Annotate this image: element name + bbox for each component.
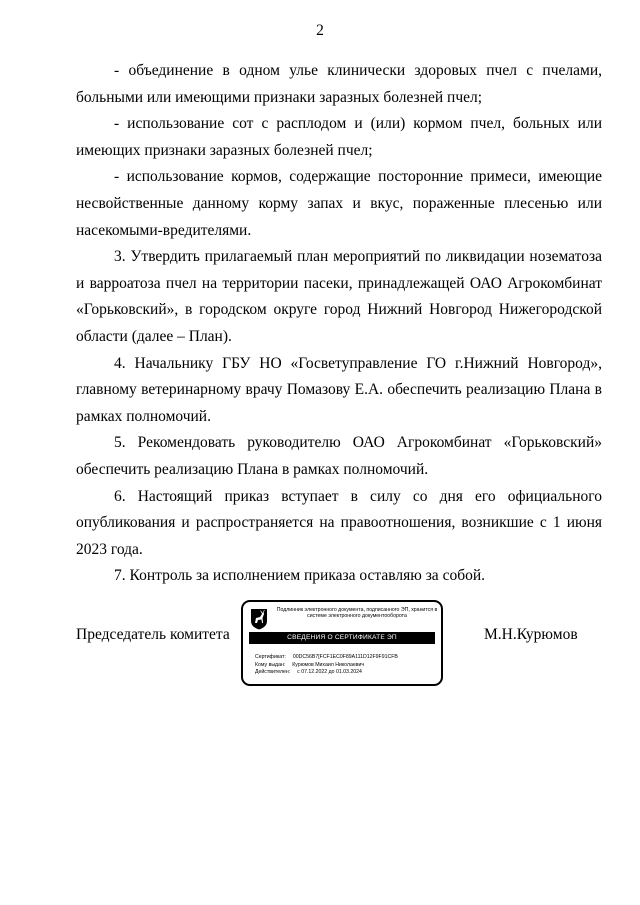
stamp-header: СВЕДЕНИЯ О СЕРТИФИКАТЕ ЭП <box>249 632 435 644</box>
issued-to-value: Курюмов Михаил Николаевич <box>292 661 365 668</box>
paragraph-item-5-recommendation: 5. Рекомендовать руководителю ОАО Агрокомбинат «Горьковский» обеспечить реализацию Плана в рамках полномочий. <box>76 434 602 478</box>
signature-block <box>0 600 640 690</box>
certificate-details <box>255 654 435 677</box>
signer-position: Председатель комитета <box>76 626 230 643</box>
document-body <box>76 58 602 590</box>
paragraph-prohibition-combs: - использование сот с расплодом и (или) кормом пчел, больных или имеющих признаки заразных болезней пчел; <box>76 115 602 159</box>
certificate-value: 00DC56B7[FCF1EC0F89A111D12F9F91CFB <box>292 654 398 660</box>
validity-value: с 07.12.2022 до 01.03.2024 <box>297 669 362 676</box>
paragraph-prohibition-feed: - использование кормов, содержащие посторонние примеси, имеющие несвойственные данному корму запах и вкус, пораженные плесенью или насекомыми-вредителями. <box>76 168 602 239</box>
issued-to-label: Кому выдан: <box>255 661 286 668</box>
paragraph-item-7-control: 7. Контроль за исполнением приказа оставляю за собой. <box>114 567 486 585</box>
paragraph-prohibition-combining-hives: - объединение в одном улье клинически здоровых пчел с пчелами, больными или имеющими признаки заразных болезней пчел; <box>76 62 602 106</box>
validity-label: Действителен: <box>255 669 291 676</box>
stamp-note: Подлинник электронного документа, подписанного ЭП, хранится в системе электронного документооборота <box>276 607 438 620</box>
paragraph-item-4-head-instruction: 4. Начальнику ГБУ НО «Госветуправление ГО г.Нижний Новгород», главному ветеринарному врачу Помазову Е.А. обеспечить реализацию Плана в рамках полномочий. <box>76 354 602 425</box>
electronic-signature-stamp <box>241 600 443 686</box>
paragraph-item-3-approve-plan: 3. Утвердить прилагаемый план мероприятий по ликвидации нозематоза и варроатоза пчел на территории пасеки, принадлежащей ОАО Агрокомбинат «Горьковский», в городском округе город Нижний Новгород Нижегородской области (далее – План). <box>76 248 602 345</box>
signer-name: М.Н.Курюмов <box>484 626 578 643</box>
deer-emblem-icon <box>250 608 268 630</box>
certificate-label: Сертификат: <box>255 654 286 660</box>
certificate-row <box>255 654 435 662</box>
validity-row <box>255 669 435 677</box>
paragraph-item-6-effective-date: 6. Настоящий приказ вступает в силу со дня его официального опубликования и распространяется на правоотношения, возникшие с 1 июня 2023 года. <box>76 487 602 558</box>
page-number: 2 <box>316 22 324 39</box>
